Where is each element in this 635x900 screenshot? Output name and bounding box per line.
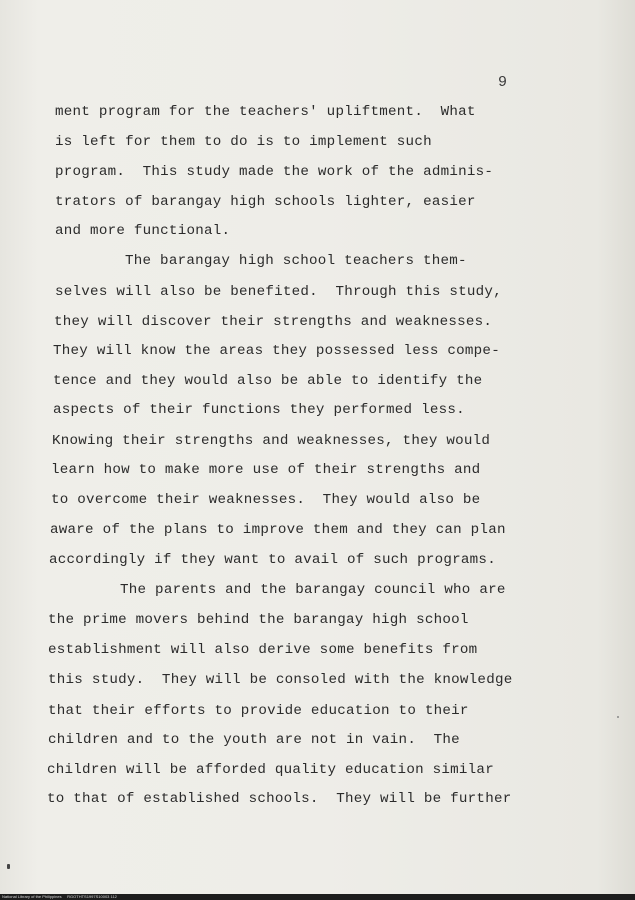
paper-speck [617, 716, 619, 718]
text-line: ment program for the teachers' upliftment. What [55, 104, 476, 120]
text-line: trators of barangay high schools lighter, easier [55, 194, 476, 210]
text-line: and more functional. [55, 223, 231, 239]
text-line: accordingly if they want to avail of such programs. [49, 552, 496, 568]
text-line: children will be afforded quality education similar [47, 762, 494, 778]
text-line: The parents and the barangay council who are [120, 582, 506, 598]
text-line: to overcome their weaknesses. They would also be [51, 492, 481, 508]
text-line: aware of the plans to improve them and they can plan [50, 522, 506, 538]
scan-footer-bar [0, 894, 635, 900]
text-line: tence and they would also be able to identify the [53, 373, 483, 389]
text-line: they will discover their strengths and weaknesses. [54, 314, 493, 330]
text-line: program. This study made the work of the adminis- [55, 164, 494, 180]
text-line: selves will also be benefited. Through this study, [55, 284, 502, 300]
page-number: 9 [498, 74, 508, 91]
text-line: learn how to make more use of their strengths and [51, 462, 481, 478]
text-line: children and to the youth are not in vain. The [48, 732, 460, 748]
ink-mark [7, 864, 10, 869]
text-line: Knowing their strengths and weaknesses, they would [52, 433, 491, 449]
footer-library-text: National Library of the Philippines RGOTHTS1997S10003 112 [2, 894, 117, 899]
text-line: the prime movers behind the barangay high school [48, 612, 469, 628]
text-line: to that of established schools. They will be further [47, 791, 512, 807]
text-line: establishment will also derive some benefits from [48, 642, 478, 658]
text-line: The barangay high school teachers them- [125, 253, 467, 269]
text-line: that their efforts to provide education to their [48, 703, 469, 719]
text-line: this study. They will be consoled with the knowledge [48, 672, 513, 688]
text-line: is left for them to do is to implement such [55, 134, 432, 150]
text-line: They will know the areas they possessed less compe- [53, 343, 500, 359]
text-line: aspects of their functions they performed less. [53, 402, 465, 418]
